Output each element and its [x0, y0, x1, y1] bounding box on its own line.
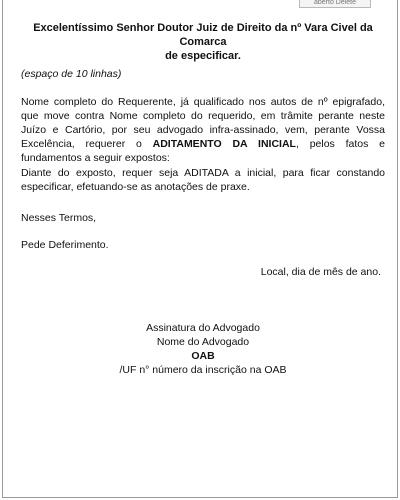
document-title: [21, 21, 385, 63]
paragraph-request-text: Nome completo do Requerente, já qualificado nos autos de nº epigrafado, que move contra Nome completo do requerido, em trâmite perante neste Juízo e Cartório, por seu advogado infra-assinado, vem, perante Vossa Excelência, requerer o: [21, 96, 385, 150]
oab-line: [21, 349, 385, 377]
signature-line: Assinatura do Advogado: [146, 322, 260, 334]
toolbar-stub[interactable]: aberto Delete: [299, 0, 371, 8]
title-line-1: Excelentíssimo Senhor Doutor Juiz de Direito da nº Vara Civel da Comarca: [33, 22, 373, 48]
closing-terms: Nesses Termos,: [21, 212, 97, 224]
paragraph-request-bold: ADITAMENTO DA INICIAL: [152, 138, 296, 150]
spacing-note: (espaço de 10 linhas): [21, 68, 122, 80]
signature-block: [21, 321, 385, 377]
oab-number: /UF n° número da inscrição na OAB: [119, 364, 287, 376]
document-page: [2, 0, 398, 498]
date-line: Local, dia de mês de ano.: [260, 266, 381, 278]
paragraph-conclusion: Diante do exposto, requer seja ADITADA a inicial, para ficar constando especificar, efetuando-se as anotações de praxe.: [21, 167, 385, 193]
closing-deferment: Pede Deferimento.: [21, 239, 109, 251]
lawyer-name: Nome do Advogado: [156, 336, 250, 348]
title-line-2: de especificar.: [165, 50, 241, 62]
paragraph-request-end: , pelos fatos e fundamentos a seguir expostos:: [21, 138, 385, 164]
paragraph-request: [21, 95, 385, 165]
oab-label: OAB: [191, 350, 215, 362]
